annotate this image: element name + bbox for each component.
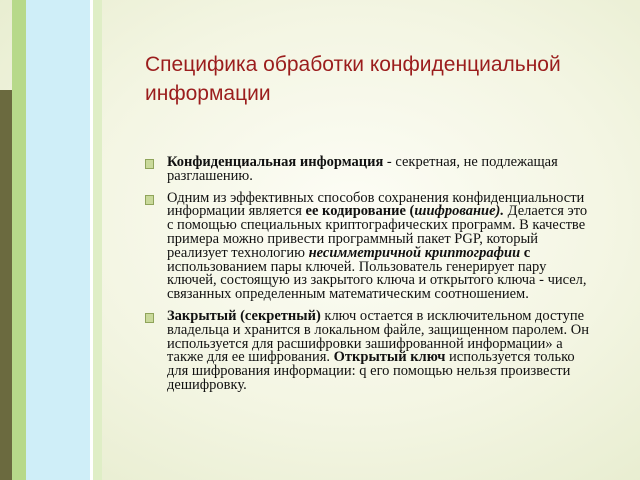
text: используется только для шифрования информации: q его помощью нельзя произвести дешифровку.	[167, 349, 575, 393]
bullet-item	[145, 189, 590, 303]
square-bullet-icon	[145, 313, 154, 323]
bold-text: ее кодирование (	[305, 203, 415, 220]
bullet-list	[145, 156, 590, 401]
term: Конфиденциальная информация	[167, 154, 384, 170]
text: Одним из эффективных способов сохранения конфиденциальности информации является	[167, 189, 585, 220]
bullet-item	[145, 307, 590, 393]
decor-stripe-light-green	[93, 0, 102, 480]
bold-text: Открытый ключ	[333, 349, 446, 366]
slide-title: Специфика обработки конфиденциальной информации	[145, 53, 561, 105]
bold-text: Закрытый (секретный)	[167, 307, 321, 324]
decor-stripe-olive	[0, 90, 12, 480]
bold-text: с	[520, 244, 531, 261]
decor-stripe-green	[12, 0, 26, 480]
text: использованием пары ключей. Пользователь генерирует пару ключей, состоящую из закрытого ключа и открытого ключа - чисел, связанных определенным математическим соотношением.	[167, 258, 587, 303]
bullet-item	[145, 156, 590, 184]
decor-stripe-cyan	[26, 0, 90, 480]
square-bullet-icon	[145, 195, 154, 205]
text: - секретная, не подлежащая разглашению.	[167, 154, 558, 184]
square-bullet-icon	[145, 159, 154, 169]
bold-italic-text: шифрование).	[414, 203, 505, 220]
text: Делается это с помощью специальных криптографических программ. В качестве примера можно привести программный пакет PGP, который реализует технологию	[167, 203, 588, 261]
text: ключ остается в исключительном доступе владельца и хранится в локальном файле, защищенном паролем. Он используется для расшифровки зашифрованной информации» а также для ее шифрования.	[167, 307, 589, 366]
bold-italic-text: несимметричной криптографии	[308, 244, 521, 261]
